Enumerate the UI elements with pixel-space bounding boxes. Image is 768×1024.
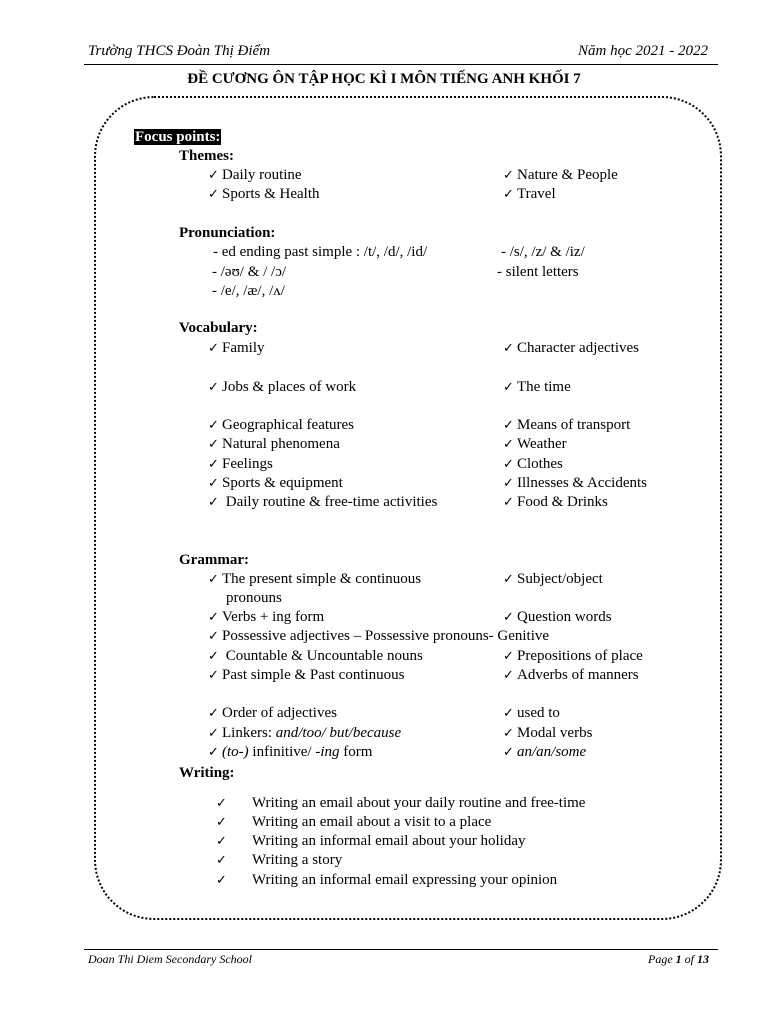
grammar-item: ✓ Question words: [503, 609, 612, 626]
vocabulary-item: ✓ Clothes: [503, 456, 563, 473]
vocabulary-item: ✓ Means of transport: [503, 417, 630, 434]
footer-divider: [84, 949, 718, 950]
grammar-item: ✓ (to-) infinitive/ -ing form: [208, 744, 372, 761]
writing-item: ✓ Writing a story: [216, 852, 342, 869]
theme-item: ✓ Travel: [503, 186, 556, 203]
vocabulary-heading: Vocabulary:: [179, 320, 258, 336]
vocabulary-item: ✓ Food & Drinks: [503, 494, 608, 511]
grammar-item: ✓ The present simple & continuous: [208, 571, 421, 588]
header-divider: [84, 64, 718, 65]
grammar-item: ✓ Subject/object: [503, 571, 603, 588]
vocabulary-item: ✓ Weather: [503, 436, 567, 453]
vocabulary-item: ✓ Feelings: [208, 456, 273, 473]
grammar-item: ✓ Order of adjectives: [208, 705, 337, 722]
grammar-heading: Grammar:: [179, 552, 249, 568]
grammar-item: ✓ Linkers: and/too/ but/because: [208, 725, 401, 742]
focus-points-label: Focus points:: [135, 129, 221, 145]
vocabulary-item: ✓ Sports & equipment: [208, 475, 343, 492]
vocabulary-item: ✓ Jobs & places of work: [208, 379, 356, 396]
footer-school: Doan Thi Diem Secondary School: [88, 952, 252, 966]
vocabulary-item: ✓ Geographical features: [208, 417, 354, 434]
vocabulary-item: ✓ Illnesses & Accidents: [503, 475, 647, 492]
header-school: Trường THCS Đoàn Thị Điểm: [88, 43, 271, 59]
vocabulary-item: ✓ Daily routine & free-time activities: [208, 494, 437, 511]
pronunciation-item: - /s/, /z/ & /iz/: [501, 244, 585, 260]
pronunciation-item: - /əʊ/ & / /ɔ/: [212, 264, 287, 280]
grammar-item: ✓ Verbs + ing form: [208, 609, 324, 626]
grammar-item: ✓ Past simple & Past continuous: [208, 667, 405, 684]
grammar-item: ✓ Adverbs of manners: [503, 667, 639, 684]
theme-item: ✓ Sports & Health: [208, 186, 320, 203]
theme-item: ✓ Nature & People: [503, 167, 618, 184]
pronunciation-item: - /e/, /æ/, /ʌ/: [212, 283, 285, 299]
footer-page-number: Page 1 of 13: [648, 952, 709, 966]
grammar-item: ✓ Modal verbs: [503, 725, 592, 742]
writing-item: ✓ Writing an email about a visit to a place: [216, 814, 491, 831]
grammar-item: ✓ an/an/some: [503, 744, 586, 761]
header-year: Năm học 2021 - 2022: [578, 43, 708, 59]
writing-heading: Writing:: [179, 765, 235, 781]
page-title: ĐỀ CƯƠNG ÔN TẬP HỌC KÌ I MÔN TIẾNG ANH KHỐI 7: [187, 71, 581, 87]
vocabulary-item: ✓ The time: [503, 379, 571, 396]
writing-item: ✓ Writing an informal email about your holiday: [216, 833, 526, 850]
writing-item: ✓ Writing an informal email expressing your opinion: [216, 872, 557, 889]
pronunciation-item: - silent letters: [497, 264, 579, 280]
vocabulary-item: ✓ Character adjectives: [503, 340, 639, 357]
grammar-item: ✓ Countable & Uncountable nouns: [208, 648, 423, 665]
pronunciation-item: - ed ending past simple : /t/, /d/, /id/: [213, 244, 428, 260]
grammar-item-continued: pronouns: [226, 590, 282, 606]
pronunciation-heading: Pronunciation:: [179, 225, 276, 241]
grammar-item: ✓ Prepositions of place: [503, 648, 643, 665]
vocabulary-item: ✓ Family: [208, 340, 265, 357]
theme-item: ✓ Daily routine: [208, 167, 302, 184]
themes-heading: Themes:: [179, 148, 234, 164]
writing-item: ✓ Writing an email about your daily routine and free-time: [216, 795, 585, 812]
grammar-item: ✓ used to: [503, 705, 560, 722]
grammar-item: ✓ Possessive adjectives – Possessive pronouns- Genitive: [208, 628, 549, 645]
vocabulary-item: ✓ Natural phenomena: [208, 436, 340, 453]
